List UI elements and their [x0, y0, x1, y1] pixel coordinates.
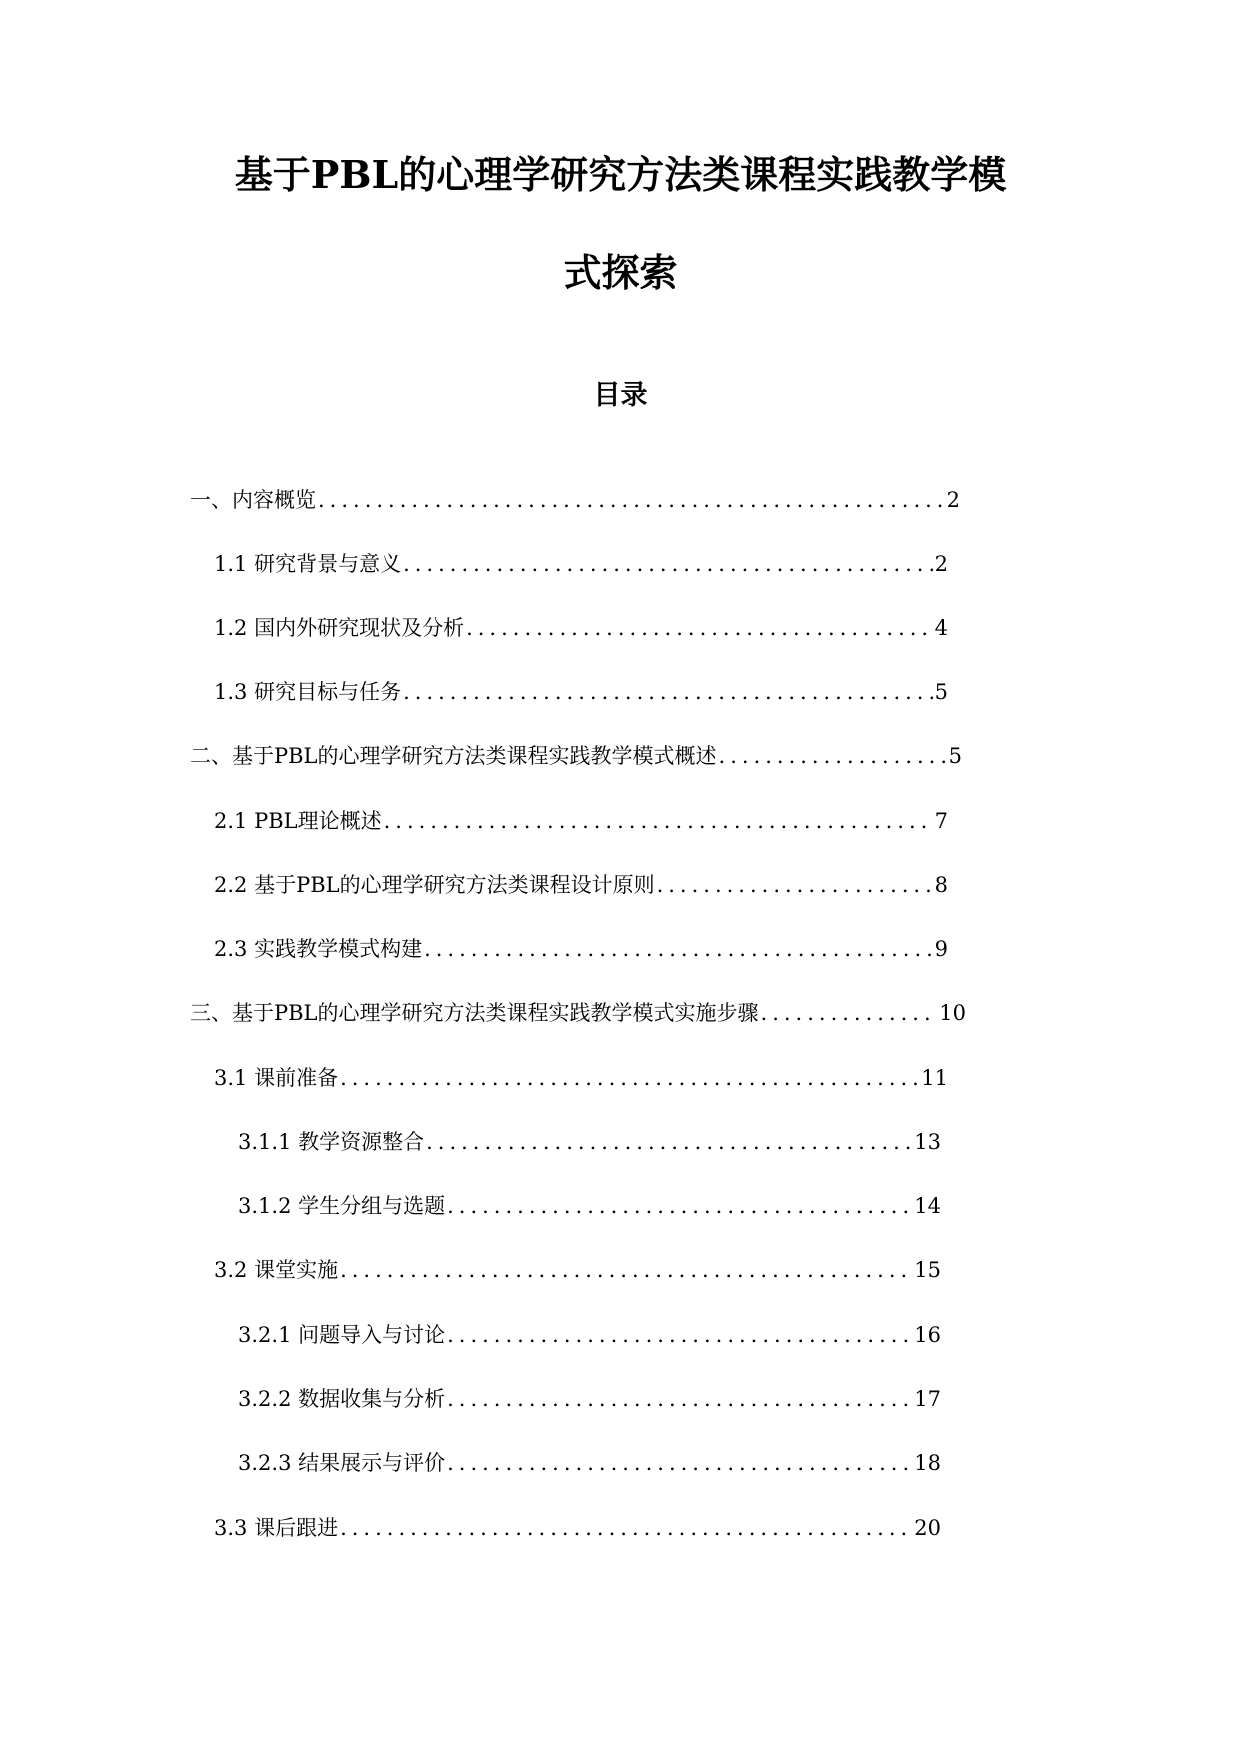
- toc-entry-label: 3.1.1 教学资源整合: [238, 1130, 425, 1154]
- toc-entry-page: 15: [914, 1258, 941, 1282]
- toc-entry-label: 三、基于PBL的心理学研究方法类课程实践教学模式实施步骤: [190, 1001, 759, 1025]
- toc-entry-page: 18: [914, 1451, 941, 1475]
- document-title-line-1: 基于PBL的心理学研究方法类课程实践教学模: [234, 152, 1007, 197]
- toc-entry-page: 8: [934, 873, 948, 897]
- toc-leader-dots: [447, 1190, 912, 1222]
- toc-leader-dots: [424, 933, 933, 965]
- toc-leader-dots: [447, 1319, 912, 1351]
- toc-entry-label: 1.2 国内外研究现状及分析: [214, 616, 465, 640]
- toc-entry-label: 3.2.2 数据收集与分析: [238, 1387, 446, 1411]
- toc-leader-dots: [340, 1062, 919, 1094]
- toc-leader-dots: [447, 1447, 912, 1479]
- toc-entry[interactable]: [238, 1319, 941, 1351]
- toc-leader-dots: [403, 676, 933, 708]
- toc-entry-page: 2: [934, 552, 948, 576]
- toc-entry[interactable]: [214, 805, 948, 837]
- toc-entry-page: 5: [934, 680, 948, 704]
- toc-entry-page: 11: [921, 1066, 948, 1090]
- toc-entry[interactable]: [190, 997, 966, 1029]
- toc-entry[interactable]: [190, 740, 962, 772]
- toc-entry-label: 3.2.1 问题导入与讨论: [238, 1323, 446, 1347]
- toc-entry[interactable]: [190, 484, 960, 516]
- toc-entry[interactable]: [238, 1447, 941, 1479]
- toc-entry[interactable]: [214, 612, 948, 644]
- toc-entry[interactable]: [214, 933, 948, 965]
- toc-entry[interactable]: [214, 1062, 948, 1094]
- toc-entry-page: 16: [914, 1323, 941, 1347]
- toc-entry-page: 7: [934, 809, 948, 833]
- toc-entry[interactable]: [238, 1190, 941, 1222]
- toc-entry-page: 14: [914, 1194, 941, 1218]
- toc-entry-page: 10: [939, 1001, 966, 1025]
- toc-entry-page: 5: [948, 744, 962, 768]
- toc-leader-dots: [340, 1512, 912, 1544]
- toc-entry[interactable]: [214, 869, 948, 901]
- toc-leader-dots: [318, 484, 945, 516]
- document-title-line-2: 式探索: [563, 250, 678, 295]
- toc-entry-label: 二、基于PBL的心理学研究方法类课程实践教学模式概述: [190, 744, 717, 768]
- toc-leader-dots: [657, 869, 933, 901]
- toc-entry-page: 4: [934, 616, 948, 640]
- toc-entry-label: 3.1.2 学生分组与选题: [238, 1194, 446, 1218]
- toc-entry[interactable]: [238, 1383, 941, 1415]
- toc-leader-dots: [426, 1126, 912, 1158]
- toc-leader-dots: [761, 997, 938, 1029]
- toc-entry[interactable]: [214, 1512, 941, 1544]
- toc-entry-label: 3.2.3 结果展示与评价: [238, 1451, 446, 1475]
- toc-entry-label: 1.1 研究背景与意义: [214, 552, 402, 576]
- toc-entry-label: 2.1 PBL理论概述: [214, 809, 382, 833]
- toc-heading: 目录: [593, 380, 648, 411]
- toc-leader-dots: [447, 1383, 912, 1415]
- toc-entry-label: 1.3 研究目标与任务: [214, 680, 402, 704]
- toc-entry-page: 2: [946, 488, 960, 512]
- toc-entry[interactable]: [214, 676, 948, 708]
- toc-entry-label: 3.3 课后跟进: [214, 1516, 339, 1540]
- toc-entry[interactable]: [214, 548, 948, 580]
- toc-entry-label: 3.1 课前准备: [214, 1066, 339, 1090]
- toc-entry-label: 一、内容概览: [190, 488, 316, 512]
- toc-entry[interactable]: [238, 1126, 941, 1158]
- toc-entry-page: 13: [914, 1130, 941, 1154]
- toc-entry-page: 20: [914, 1516, 941, 1540]
- toc-leader-dots: [340, 1254, 912, 1286]
- toc-leader-dots: [466, 612, 933, 644]
- toc-entry[interactable]: [214, 1254, 941, 1286]
- toc-entry-page: 9: [934, 937, 948, 961]
- toc-entry-label: 2.3 实践教学模式构建: [214, 937, 423, 961]
- toc-leader-dots: [384, 805, 933, 837]
- toc-entry-label: 2.2 基于PBL的心理学研究方法类课程设计原则: [214, 873, 655, 897]
- toc-leader-dots: [403, 548, 933, 580]
- toc-leader-dots: [719, 740, 947, 772]
- toc-entry-page: 17: [914, 1387, 941, 1411]
- toc-entry-label: 3.2 课堂实施: [214, 1258, 339, 1282]
